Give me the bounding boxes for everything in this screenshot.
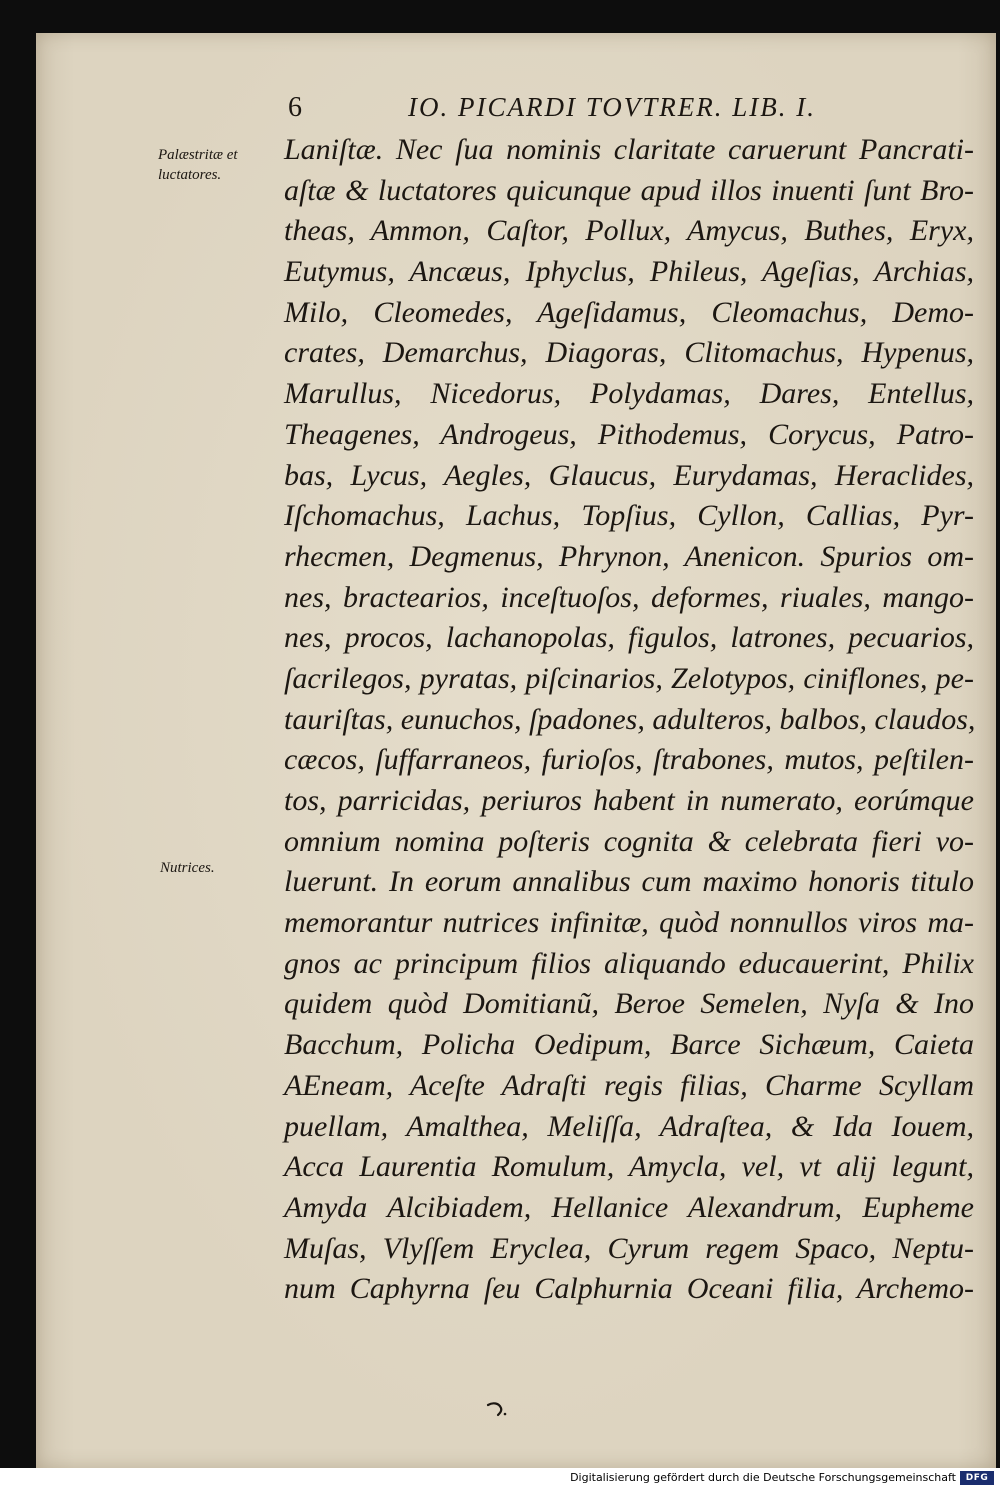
text-line: Iſchomachus, Lachus, Topſius, Cyllon, Callias, Pyr- bbox=[284, 499, 974, 533]
running-title: IO. PICARDI TOVTRER. LIB. I. bbox=[408, 92, 816, 122]
ink-flourish-icon bbox=[486, 1400, 508, 1418]
text-line: ſacrilegos, pyratas, piſcinarios, Zelotypos, ciniflones, pe- bbox=[284, 661, 974, 695]
text-line: Muſas, Vlyſſem Eryclea, Cyrum regem Spaco, Neptu- bbox=[284, 1231, 974, 1265]
text-line: bas, Lycus, Aegles, Glaucus, Eurydamas, Heraclides, bbox=[284, 458, 974, 492]
text-line: omnium nomina poſteris cognita & celebrata fieri vo- bbox=[284, 824, 974, 858]
text-line: num Caphyrna ſeu Calphurnia Oceani filia, Archemo- bbox=[284, 1272, 974, 1306]
text-line: Eutymus, Ancæus, Iphyclus, Phileus, Ageſias, Archias, bbox=[284, 255, 974, 289]
text-line: memorantur nutrices infinitæ, quòd nonnullos viros ma- bbox=[284, 906, 974, 940]
text-line: Laniſtæ. Nec ſua nominis claritate caruerunt Pancrati- bbox=[284, 133, 974, 166]
margin-note-palaestritae bbox=[158, 145, 278, 185]
margin-note-line: Palæstritæ et bbox=[158, 147, 238, 163]
text-line: gnos ac principum filios aliquando educauerint, Philix bbox=[284, 946, 974, 980]
text-line: puellam, Amalthea, Meliſſa, Adraſtea, & Ida Iouem, bbox=[284, 1109, 974, 1143]
page-number: 6 bbox=[288, 92, 302, 123]
text-line: AEneam, Aceſte Adraſti regis filias, Charme Scyllam bbox=[284, 1068, 974, 1102]
text-line: Marullus, Nicedorus, Polydamas, Dares, Entellus, bbox=[284, 377, 974, 411]
text-line: tos, parricidas, periuros habent in numerato, eorúmque bbox=[284, 784, 974, 817]
text-line: Acca Laurentia Romulum, Amycla, vel, vt alij legunt, bbox=[284, 1150, 974, 1184]
margin-note-line: luctatores. bbox=[158, 167, 222, 183]
body-text bbox=[284, 130, 974, 1310]
text-line: Theagenes, Androgeus, Pithodemus, Corycus, Patro- bbox=[284, 417, 974, 451]
text-line: Bacchum, Policha Oedipum, Barce Sichæum, Caieta bbox=[284, 1028, 974, 1062]
text-line: crates, Demarchus, Diagoras, Clitomachus, Hypenus, bbox=[284, 336, 974, 370]
text-line: rhecmen, Degmenus, Phrynon, Anenicon. Spurios om- bbox=[284, 539, 974, 573]
dfg-logo-icon: DFG bbox=[960, 1471, 994, 1485]
text-line: Milo, Cleomedes, Ageſidamus, Cleomachus, Demo- bbox=[284, 295, 974, 329]
digitization-footer bbox=[0, 1468, 1000, 1488]
funding-credit: Digitalisierung gefördert durch die Deutsche Forschungsgemeinschaft bbox=[570, 1471, 956, 1484]
text-line: nes, procos, lachanopolas, figulos, latrones, pecuarios, bbox=[284, 621, 974, 655]
running-head bbox=[0, 92, 1000, 132]
text-line: Amyda Alcibiadem, Hellanice Alexandrum, Eupheme bbox=[284, 1190, 974, 1224]
text-line: aſtæ & luctatores quicunque apud illos inuenti ſunt Bro- bbox=[284, 173, 974, 207]
text-line: luerunt. In eorum annalibus cum maximo honoris titulo bbox=[284, 865, 974, 899]
margin-note-nutrices: Nutrices. bbox=[160, 860, 215, 876]
text-line: cæcos, ſuffarraneos, furioſos, ſtrabones, mutos, peſtilen- bbox=[284, 743, 974, 777]
text-line: theas, Ammon, Caſtor, Pollux, Amycus, Buthes, Eryx, bbox=[284, 214, 974, 248]
text-line: quidem quòd Domitianũ, Beroe Semelen, Nyſa & Ino bbox=[284, 987, 974, 1021]
text-line: tauriſtas, eunuchos, ſpadones, adulteros, balbos, claudos, bbox=[284, 702, 976, 736]
text-line: nes, bractearios, inceſtuoſos, deformes, riuales, mango- bbox=[284, 580, 974, 614]
